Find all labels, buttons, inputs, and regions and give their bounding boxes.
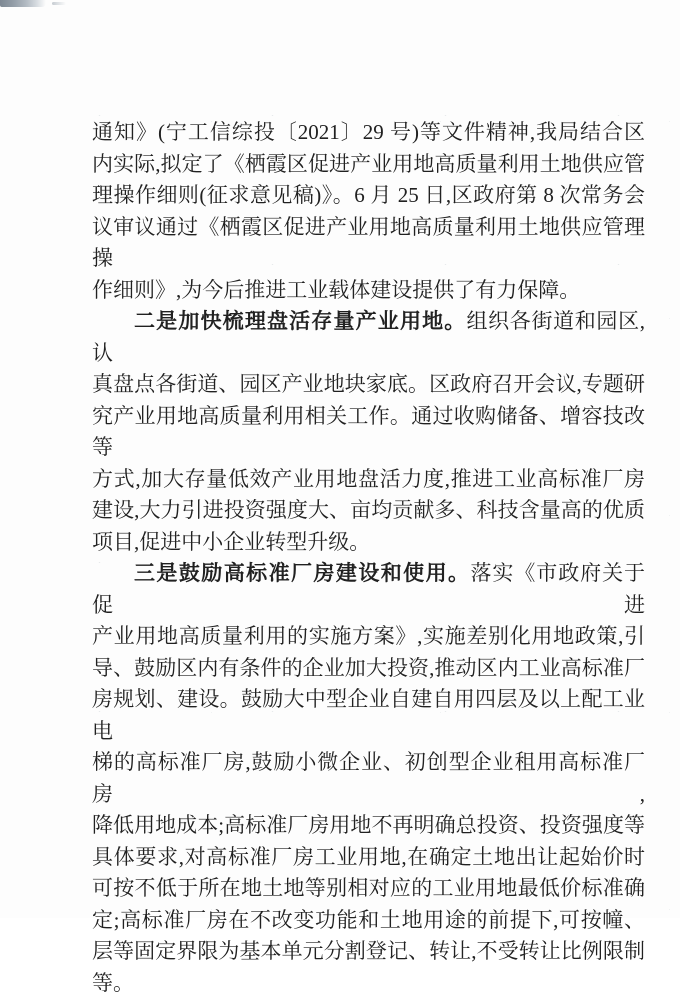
line-text: 作细则》,为今后推进工业载体建设提供了有力保障。 xyxy=(92,278,580,302)
line-text: 组织各街道和园区,认 xyxy=(92,309,645,365)
document-line xyxy=(92,810,645,842)
document-line xyxy=(92,369,645,401)
line-text: 等。 xyxy=(92,971,134,995)
line-text: 产业用地高质量利用的实施方案》,实施差别化用地政策,引 xyxy=(92,624,645,648)
line-text: 通知》(宁工信综投〔2021〕29 号)等文件精神,我局结合区 xyxy=(92,120,645,144)
line-text: 议审议通过《栖霞区促进产业用地高质量利用土地供应管理操 xyxy=(92,215,645,271)
paragraph-lead-emphasis: 三是鼓励高标准厂房建设和使用。 xyxy=(134,562,470,585)
document-line xyxy=(92,495,645,527)
line-text: 房规划、建设。鼓励大中型企业自建自用四层及以上配工业电 xyxy=(92,687,645,743)
document-line xyxy=(92,149,645,181)
line-text: 具体要求,对高标准厂房工业用地,在确定土地出让起始价时 xyxy=(92,845,645,869)
line-text: 梯的高标准厂房,鼓励小微企业、初创型企业租用高标准厂房, xyxy=(92,750,645,806)
line-text: 降低用地成本;高标准厂房用地不再明确总投资、投资强度等 xyxy=(92,813,645,837)
document-line xyxy=(92,653,645,685)
line-text: 导、鼓励区内有条件的企业加大投资,推动区内工业高标准厂 xyxy=(92,656,645,680)
line-text: 究产业用地高质量利用相关工作。通过收购储备、增容技改等 xyxy=(92,404,645,460)
document-line xyxy=(92,684,645,747)
document-line xyxy=(92,306,645,369)
document-line xyxy=(92,873,645,905)
document-line xyxy=(92,936,645,968)
line-text: 定;高标准厂房在不改变功能和土地用途的前提下,可按幢、 xyxy=(92,908,645,932)
line-text: 内实际,拟定了《栖霞区促进产业用地高质量利用土地供应管 xyxy=(92,152,645,176)
line-text: 项目,促进中小企业转型升级。 xyxy=(92,530,370,554)
line-text: 方式,加大存量低效产业用地盘活力度,推进工业高标准厂房 xyxy=(92,467,645,491)
document-line xyxy=(92,117,645,149)
document-line xyxy=(92,905,645,937)
line-text: 层等固定界限为基本单元分割登记、转让,不受转让比例限制 xyxy=(92,939,645,963)
paragraph-lead-emphasis: 二是加快梳理盘活存量产业用地。 xyxy=(134,310,466,333)
document-line xyxy=(92,180,645,212)
document-line xyxy=(92,464,645,496)
line-text: 落实《市政府关于促进 xyxy=(92,561,645,617)
document-line xyxy=(92,527,645,559)
document-line xyxy=(92,275,645,307)
line-text: 真盘点各街道、园区产业地块家底。区政府召开会议,专题研 xyxy=(92,372,645,396)
document-body xyxy=(92,117,645,999)
document-line xyxy=(92,621,645,653)
document-line xyxy=(92,212,645,275)
line-text: 可按不低于所在地土地等别相对应的工业用地最低价标准确 xyxy=(92,876,645,900)
document-line xyxy=(92,558,645,621)
document-line xyxy=(92,842,645,874)
line-text: 理操作细则(征求意见稿)》。6 月 25 日,区政府第 8 次常务会 xyxy=(92,183,645,207)
document-line xyxy=(92,968,645,999)
scan-speck-artifact xyxy=(52,2,66,5)
document-line xyxy=(92,747,645,810)
document-line xyxy=(92,401,645,464)
line-text: 建设,大力引进投资强度大、亩均贡献多、科技含量高的优质 xyxy=(92,498,645,522)
scan-smudge-artifact xyxy=(0,0,46,7)
